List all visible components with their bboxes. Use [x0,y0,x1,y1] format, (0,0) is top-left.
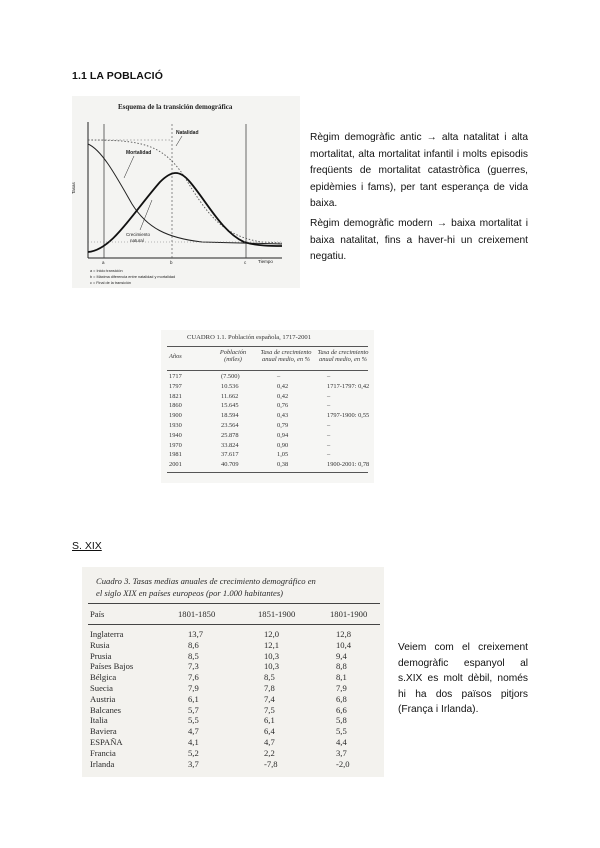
table2-row [88,748,380,759]
arrow-natalidad [176,136,182,146]
table2-cell: Baviera [90,726,117,737]
table1-rule-bottom [167,472,368,473]
table1-cell: 1717 [169,373,182,380]
table1-header-population: Población (miles) [219,349,247,363]
table2-header-1851-1900: 1851-1900 [258,609,296,619]
table2-cell: 7,4 [264,693,275,704]
table2-title-line1: Cuadro 3. Tasas medias anuales de crecimiento demográfico en [96,576,316,586]
transition-diagram-svg [72,96,300,288]
table2-cell: 6,1 [264,715,275,726]
table2-cell: Países Bajos [90,661,134,672]
table1-cell: – [327,422,331,429]
table2-cell: 6,6 [336,704,347,715]
label-mortalidad: Mortalidad [126,150,152,156]
table2-title-line2: el siglo XIX en países europeos (por 1.000 habitantes) [96,588,284,598]
table1-cell: 1900 [169,412,182,420]
table2-cell: 4,7 [188,726,199,737]
table1-cell: 1,05 [277,451,289,459]
table2-rule-top [88,603,380,604]
table2-header-country: País [90,609,105,619]
table2-row [88,629,380,640]
table1-header-rate: Tasa de crecimiento anual medio, en % [260,349,312,363]
table2-row [88,759,380,770]
table2-cell: 13,7 [188,629,204,639]
table2-row [88,640,380,651]
table2-cell: 5,5 [188,715,199,726]
y-axis-label: Tasas [71,182,76,194]
table-poblacion-espanola [161,330,374,483]
table1-row [167,373,368,382]
table2-cell: 9,4 [336,650,347,661]
table-crecimiento-europeo [82,567,384,777]
table2-cell: 12,0 [264,629,280,639]
table2-cell: 4,1 [188,737,199,747]
table2-cell: Bélgica [90,672,117,683]
table2-cell: 7,6 [188,672,199,683]
table1-row [167,393,368,402]
table2-cell: 7,9 [188,683,199,693]
legend-a: a = Inicio transición [90,269,123,273]
table1-rule-top [167,346,368,347]
table1-cell: – [327,402,331,410]
table2-cell: 4,7 [264,737,275,747]
table1-cell: 1930 [169,422,182,429]
tick-a: a [102,260,105,265]
table1-cell: 18.594 [221,412,239,420]
table2-cell: 7,8 [264,683,275,693]
mortalidad-curve [88,144,282,244]
table2-cell: Balcanes [90,704,122,715]
table2-cell: 12,1 [264,639,280,650]
table1-cell: 23.564 [221,422,239,429]
table2-cell: Prusia [90,650,112,661]
table1-cell: – [327,373,331,380]
table2-cell: 5,8 [336,715,347,726]
table2-cell: Italia [90,715,108,726]
table2-cell: 6,1 [188,693,199,704]
table1-row [167,451,368,460]
table2-cell: Irlanda [90,758,115,769]
table2-row [88,683,380,694]
paragraph-regim-modern: Règim demogràfic modern → baixa mortalitat i baixa natalitat, fins a haver-hi un creixement negatiu. [310,218,528,262]
arrow-mortalidad [124,156,134,178]
table2-row [88,672,380,683]
table2-row [88,661,380,672]
table2-title [96,575,316,599]
table1-cell: 0,79 [277,422,289,429]
table2-row [88,651,380,662]
table1-cell: 11.662 [221,392,239,400]
legend-b: b = Máxima diferencia entre natalidad y mortalidad [90,275,176,279]
table1-cell: 1981 [169,451,182,459]
table2-row [88,705,380,716]
table1-rule-header [167,370,368,371]
table1-row [167,442,368,451]
table2-cell: 12,8 [336,629,352,639]
natalidad-curve [88,140,282,243]
table2-cell: 7,5 [264,704,275,715]
table1-cell: 0,43 [277,412,289,420]
label-crecimiento-2: natural [130,238,144,243]
table1-cell: 0,42 [277,382,289,390]
table1-cell: 1797-1900: 0,55 [327,412,370,420]
table1-cell: 10.536 [221,382,239,390]
table2-cell: -2,0 [336,758,350,769]
table1-cell: 1797 [169,382,182,390]
table1-cell: – [327,431,331,439]
table1-header-rate-period: Tasa de crecimiento anual medio, en % [317,349,369,363]
table2-cell: ESPAÑA [90,737,123,747]
table1-cell: 1900-2001: 0,78 [327,461,370,469]
table2-cell: 8,8 [336,661,347,672]
table2-header-1801-1900: 1801-1900 [330,609,368,619]
table1-cell: 25.878 [221,431,239,439]
table2-cell: 6,4 [264,726,275,737]
page-heading: 1.1 LA POBLACIÓ [72,70,163,82]
table2-cell: 10,4 [336,639,352,650]
table2-cell: 7,3 [188,661,199,672]
table1-cell: (7.500) [221,373,240,380]
table1-cell: – [327,441,331,449]
table2-cell: 6,8 [336,693,347,704]
table2-cell: 8,6 [188,639,199,650]
section-heading-xix: S. XIX [72,540,102,552]
table1-row [167,461,368,470]
table2-cell: 5,7 [188,704,199,715]
table2-cell: 8,5 [188,650,199,661]
table2-cell: 8,1 [336,672,347,683]
table1-cell: 0,42 [277,392,289,400]
table1-cell: – [327,451,331,459]
table1-cell: 1860 [169,402,182,410]
table2-cell: 4,4 [336,737,347,747]
table2-rule-header [88,624,380,625]
table1-cell: 33.824 [221,441,239,449]
note-spain-growth: Veiem com el creixement demogràfic espanyol al s.XIX es molt dèbil, només hi ha dos països pitjors (França i Irlanda). [398,642,528,715]
label-crecimiento-1: Crecimiento [126,232,151,237]
table2-cell: Suecia [90,683,113,693]
tick-b: b [170,260,173,265]
table1-cell: 40.709 [221,461,239,469]
legend-c: c = Final de la transición [90,281,132,285]
table1-cell: 2001 [169,461,182,469]
label-natalidad: Natalidad [176,130,199,136]
table2-cell: Inglaterra [90,629,124,639]
table1-cell: 1940 [169,431,182,439]
table1-row [167,383,368,392]
table2-row [88,737,380,748]
table2-cell: 10,3 [264,661,280,672]
table1-cell: – [327,392,331,400]
table2-row [88,694,380,705]
transition-diagram [72,96,300,288]
table1-row [167,432,368,441]
table1-row [167,422,368,431]
table2-cell: 7,9 [336,683,347,693]
table2-cell: 2,2 [264,747,275,758]
table1-cell: – [277,373,281,380]
paragraph-regim-antic: Règim demogràfic antic → alta natalitat i alta mortalitat, alta mortalitat infantil i molts episodis freqüents de mortalitat catastròfica (guerres, epidèmies i fams), per tant esperança de vida baixa. [310,132,528,209]
table1-header-years: Años [169,353,182,360]
table2-cell: Francia [90,747,116,758]
table2-header-1801-1850: 1801-1850 [178,609,216,619]
table2-cell: 5,2 [188,747,199,758]
table1-title: CUADRO 1.1. Población española, 1717-2001 [187,334,311,341]
table1-cell: 0,76 [277,402,289,410]
table1-row [167,412,368,421]
table2-cell: 3,7 [336,747,347,758]
table1-cell: 37.617 [221,451,239,459]
table2-cell: 8,5 [264,672,275,683]
table2-cell: Rusia [90,639,110,650]
table1-cell: 15.645 [221,402,239,410]
table2-row [88,726,380,737]
table2-cell: 3,7 [188,758,199,769]
tick-c: c [244,260,247,265]
table1-header-row [167,349,368,367]
table1-row [167,402,368,411]
table1-cell: 1970 [169,441,182,449]
table2-cell: 5,5 [336,726,347,737]
x-axis-label: Tiempo [258,259,273,264]
table1-cell: 1717-1797: 0,42 [327,382,370,390]
table1-cell: 0,94 [277,431,289,439]
table2-cell: 10,3 [264,650,280,661]
table1-cell: 0,90 [277,441,289,449]
table2-row [88,715,380,726]
table1-cell: 0,38 [277,461,289,469]
table2-cell: Austria [90,693,116,704]
diagram-title: Esquema de la transición demográfica [118,103,233,111]
table1-cell: 1821 [169,392,182,400]
table2-header-row [88,609,380,620]
table2-cell: -7,8 [264,758,278,769]
